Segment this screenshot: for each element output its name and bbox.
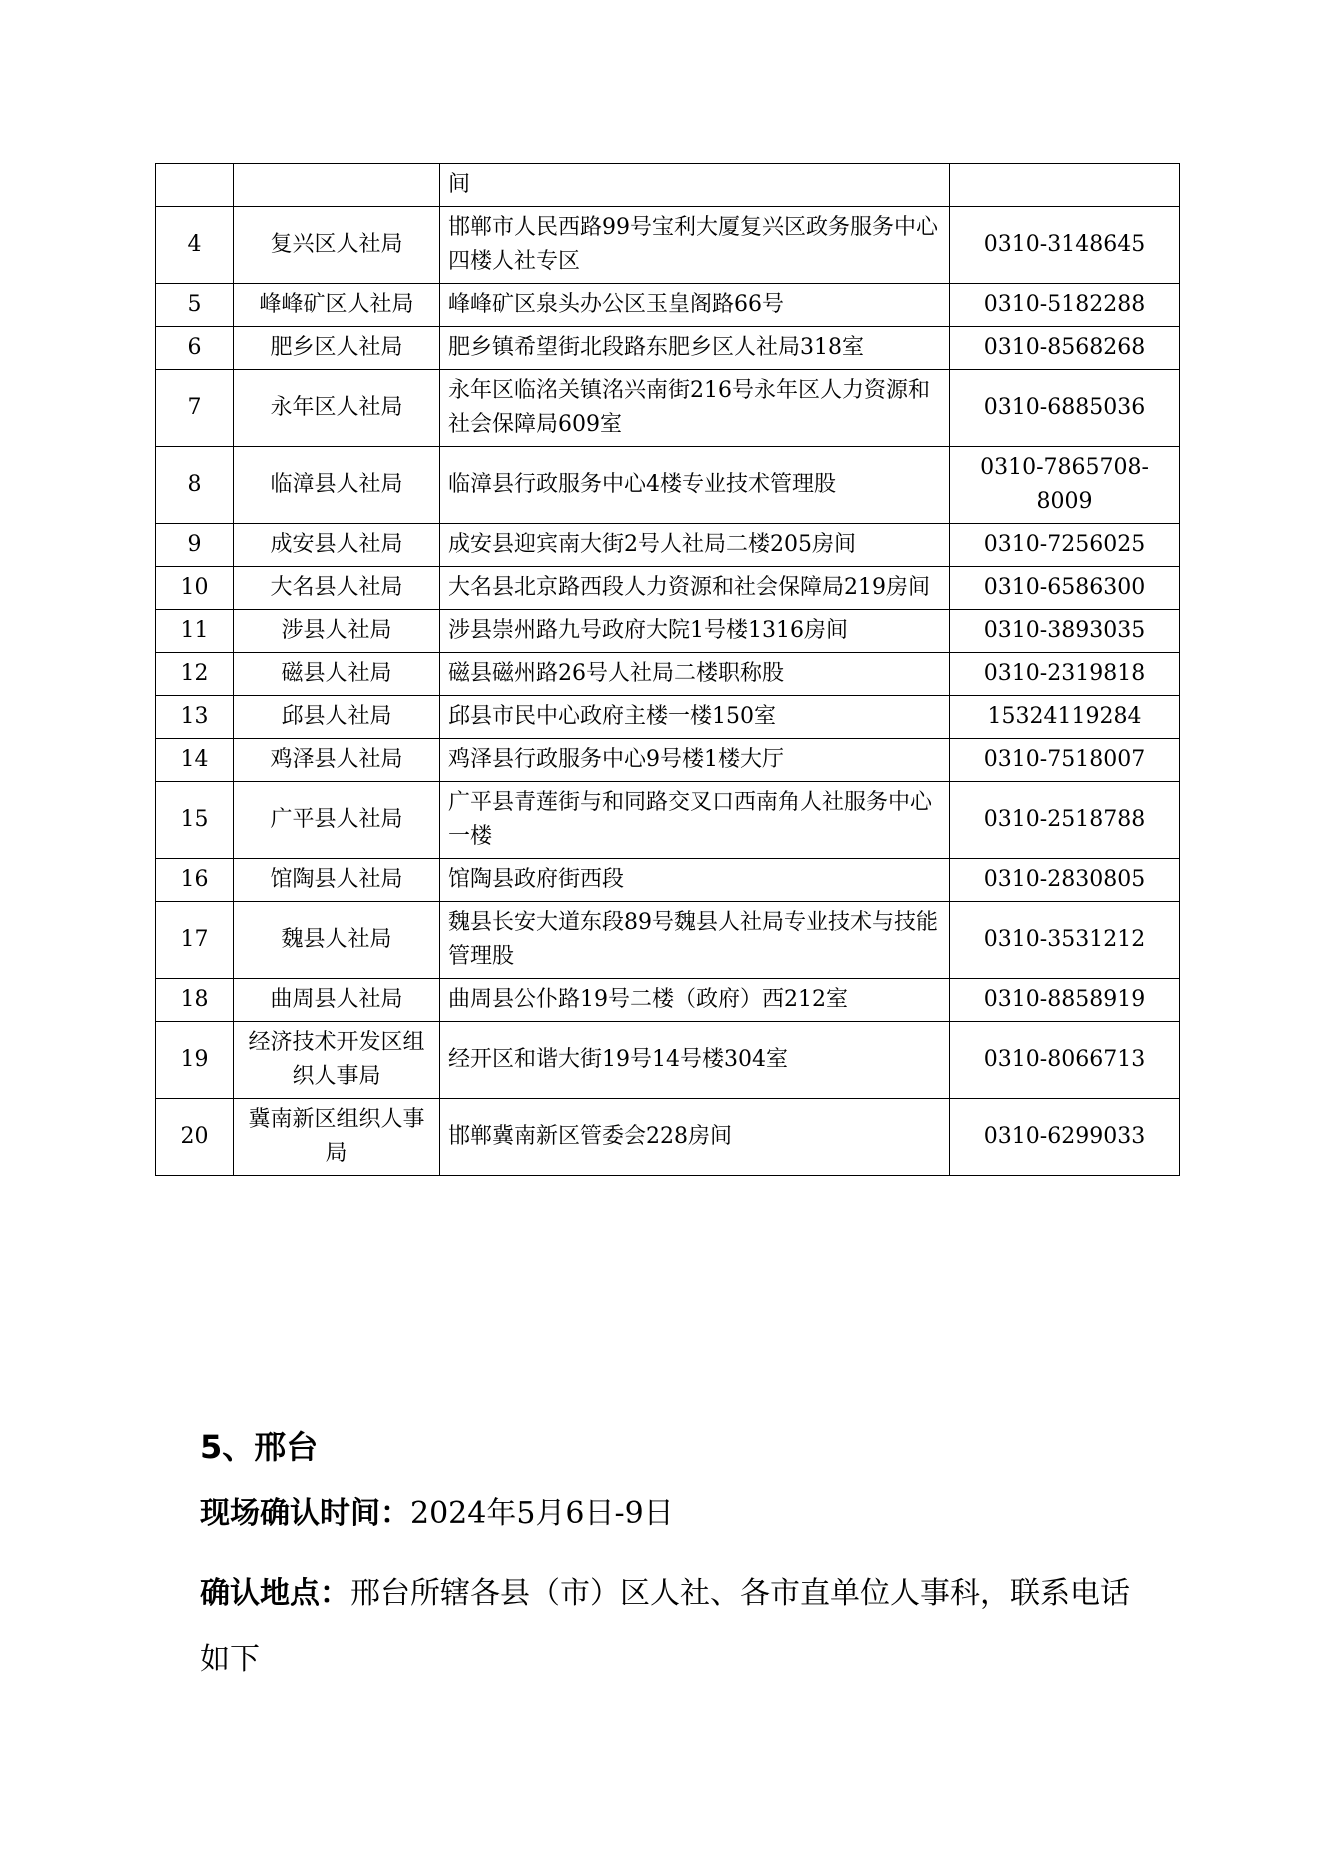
address: 临漳县行政服务中心4楼专业技术管理股	[440, 447, 950, 524]
address: 广平县青莲街与和同路交叉口西南角人社服务中心一楼	[440, 782, 950, 859]
address: 邯郸冀南新区管委会228房间	[440, 1099, 950, 1176]
table-row	[156, 567, 1180, 610]
row-number: 5	[156, 284, 234, 327]
table-row	[156, 653, 1180, 696]
phone: 0310-8858919	[950, 979, 1180, 1022]
row-number: 10	[156, 567, 234, 610]
table-row	[156, 370, 1180, 447]
address: 邱县市民中心政府主楼一楼150室	[440, 696, 950, 739]
address: 峰峰矿区泉头办公区玉皇阁路66号	[440, 284, 950, 327]
phone: 15324119284	[950, 696, 1180, 739]
phone: 0310-6586300	[950, 567, 1180, 610]
table-row	[156, 902, 1180, 979]
phone: 0310-3148645	[950, 207, 1180, 284]
confirm-place-value: 邢台所辖各县（市）区人社、各市直单位人事科，联系电话如下	[200, 1576, 1130, 1677]
row-number: 15	[156, 782, 234, 859]
address: 涉县崇州路九号政府大院1号楼1316房间	[440, 610, 950, 653]
org-name: 经济技术开发区组织人事局	[234, 1022, 440, 1099]
phone: 0310-7256025	[950, 524, 1180, 567]
org-name: 大名县人社局	[234, 567, 440, 610]
org-name: 峰峰矿区人社局	[234, 284, 440, 327]
row-number: 20	[156, 1099, 234, 1176]
org-name: 临漳县人社局	[234, 447, 440, 524]
org-name: 复兴区人社局	[234, 207, 440, 284]
row-number: 18	[156, 979, 234, 1022]
table-row	[156, 696, 1180, 739]
row-number: 16	[156, 859, 234, 902]
org-name: 曲周县人社局	[234, 979, 440, 1022]
org-name: 邱县人社局	[234, 696, 440, 739]
org-name: 永年区人社局	[234, 370, 440, 447]
phone: 0310-2518788	[950, 782, 1180, 859]
contact-table	[155, 163, 1180, 1176]
phone: 0310-2319818	[950, 653, 1180, 696]
row-number: 14	[156, 739, 234, 782]
org-name: 成安县人社局	[234, 524, 440, 567]
address: 成安县迎宾南大街2号人社局二楼205房间	[440, 524, 950, 567]
table-row	[156, 859, 1180, 902]
row-number	[156, 164, 234, 207]
phone: 0310-5182288	[950, 284, 1180, 327]
row-number: 8	[156, 447, 234, 524]
address: 鸡泽县行政服务中心9号楼1楼大厅	[440, 739, 950, 782]
confirm-place-line	[200, 1561, 1130, 1693]
section-title: 5、邢台	[200, 1428, 319, 1466]
phone: 0310-7518007	[950, 739, 1180, 782]
row-number: 12	[156, 653, 234, 696]
row-number: 17	[156, 902, 234, 979]
org-name: 涉县人社局	[234, 610, 440, 653]
row-number: 4	[156, 207, 234, 284]
org-name: 魏县人社局	[234, 902, 440, 979]
confirm-place-label: 确认地点：	[200, 1576, 350, 1611]
confirm-time-line	[200, 1494, 674, 1534]
row-number: 7	[156, 370, 234, 447]
row-number: 11	[156, 610, 234, 653]
phone: 0310-6885036	[950, 370, 1180, 447]
row-number: 13	[156, 696, 234, 739]
phone: 0310-2830805	[950, 859, 1180, 902]
table-row	[156, 979, 1180, 1022]
phone: 0310-8066713	[950, 1022, 1180, 1099]
address: 大名县北京路西段人力资源和社会保障局219房间	[440, 567, 950, 610]
table-row	[156, 1099, 1180, 1176]
phone: 0310-3893035	[950, 610, 1180, 653]
table-row	[156, 164, 1180, 207]
address: 间	[440, 164, 950, 207]
phone: 0310-7865708-8009	[950, 447, 1180, 524]
address: 邯郸市人民西路99号宝利大厦复兴区政务服务中心四楼人社专区	[440, 207, 950, 284]
org-name: 鸡泽县人社局	[234, 739, 440, 782]
address: 经开区和谐大街19号14号楼304室	[440, 1022, 950, 1099]
address: 磁县磁州路26号人社局二楼职称股	[440, 653, 950, 696]
phone: 0310-6299033	[950, 1099, 1180, 1176]
table-row	[156, 327, 1180, 370]
address: 馆陶县政府街西段	[440, 859, 950, 902]
org-name: 肥乡区人社局	[234, 327, 440, 370]
address: 肥乡镇希望街北段路东肥乡区人社局318室	[440, 327, 950, 370]
row-number: 9	[156, 524, 234, 567]
org-name: 磁县人社局	[234, 653, 440, 696]
org-name: 冀南新区组织人事局	[234, 1099, 440, 1176]
row-number: 19	[156, 1022, 234, 1099]
table-row	[156, 447, 1180, 524]
address: 永年区临洺关镇洺兴南街216号永年区人力资源和社会保障局609室	[440, 370, 950, 447]
phone: 0310-8568268	[950, 327, 1180, 370]
phone: 0310-3531212	[950, 902, 1180, 979]
org-name	[234, 164, 440, 207]
table-row	[156, 610, 1180, 653]
org-name: 馆陶县人社局	[234, 859, 440, 902]
row-number: 6	[156, 327, 234, 370]
confirm-time-value: 2024年5月6日-9日	[410, 1496, 674, 1531]
confirm-time-label: 现场确认时间：	[200, 1496, 410, 1531]
org-name: 广平县人社局	[234, 782, 440, 859]
table-row	[156, 284, 1180, 327]
table-row	[156, 524, 1180, 567]
table-row	[156, 782, 1180, 859]
phone	[950, 164, 1180, 207]
table-row	[156, 1022, 1180, 1099]
address: 魏县长安大道东段89号魏县人社局专业技术与技能管理股	[440, 902, 950, 979]
address: 曲周县公仆路19号二楼（政府）西212室	[440, 979, 950, 1022]
table-row	[156, 207, 1180, 284]
table-row	[156, 739, 1180, 782]
